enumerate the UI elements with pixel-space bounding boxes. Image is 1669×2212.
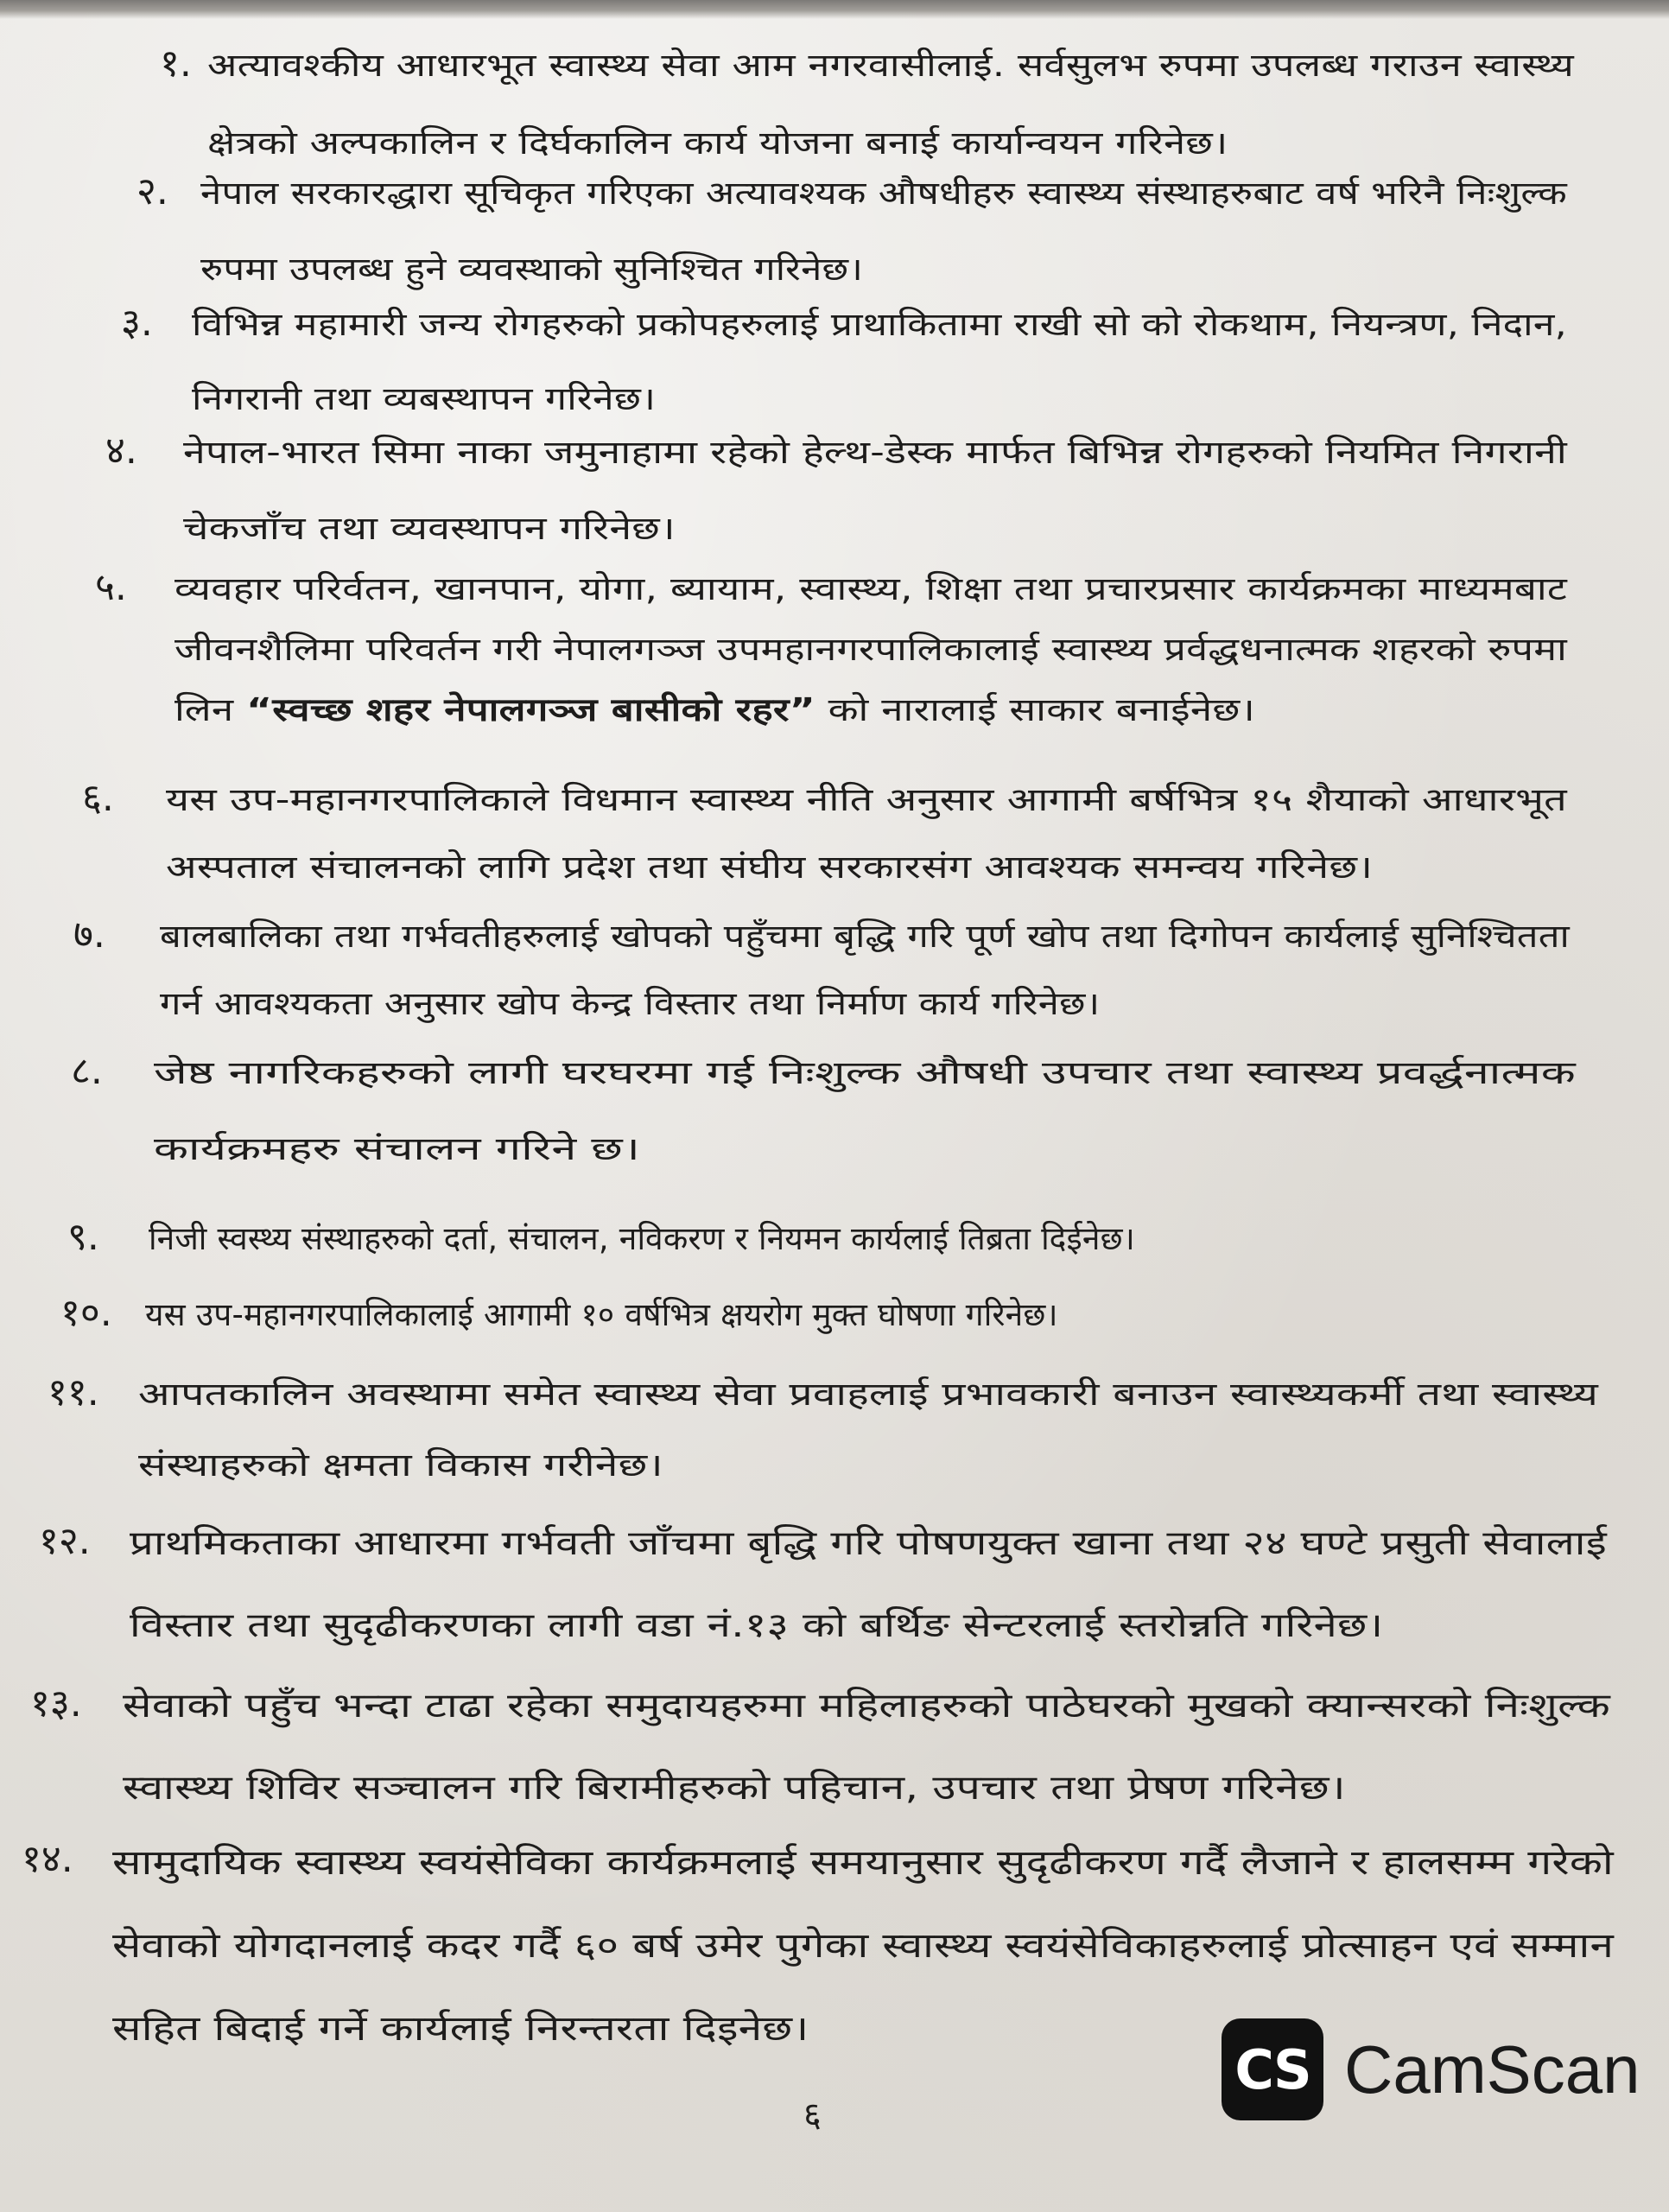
item-text-line bbox=[160, 912, 1570, 957]
text-segment: व्यवहार परिर्वतन, खानपान, योगा, ब्यायाम, स्वास्थ्य, शिक्षा तथा प्रचारप्रसार कार्यक्रमका माध्यमबाट bbox=[175, 570, 1568, 607]
text-segment: चेकजाँच तथा व्यवस्थापन गरिनेछ। bbox=[183, 510, 676, 547]
item-text-line bbox=[138, 1441, 663, 1485]
item-text-line bbox=[112, 2003, 809, 2050]
item-text-line bbox=[160, 980, 1100, 1024]
text-segment: सेवाको योगदानलाई कदर गर्दै ६० बर्ष उमेर पुगेका स्वास्थ्य स्वयंसेविकाहरुलाई प्रोत्साहन एवं सम्मान bbox=[112, 1926, 1615, 1966]
item-text-line bbox=[166, 776, 1567, 820]
item-text-line bbox=[112, 1837, 1614, 1885]
item-text-line bbox=[145, 1291, 1058, 1335]
item-number: ११. bbox=[48, 1370, 99, 1414]
item-text-line bbox=[183, 429, 1567, 473]
item-number: १. bbox=[160, 41, 192, 86]
item-text-line bbox=[192, 301, 1567, 345]
text-segment: सहित बिदाई गर्ने कार्यलाई निरन्तरता दिइनेछ। bbox=[112, 2009, 809, 2049]
scan-top-edge bbox=[0, 0, 1669, 19]
text-segment: अस्पताल संचालनको लागि प्रदेश तथा संघीय सरकारसंग आवश्यक समन्वय गरिनेछ। bbox=[166, 849, 1374, 886]
page-number: ६ bbox=[803, 2095, 822, 2135]
item-number: ८. bbox=[71, 1049, 103, 1093]
text-segment: विस्तार तथा सुदृढीकरणका लागी वडा नं.१३ को बर्थिङ सेन्टरलाई स्तरोन्नति गरिनेछ। bbox=[130, 1606, 1384, 1645]
text-segment: क्षेत्रको अल्पकालिन र दिर्घकालिन कार्य योजना बनाई कार्यान्वयन गरिनेछ। bbox=[207, 124, 1228, 162]
item-number: ७. bbox=[73, 912, 105, 957]
item-text-line bbox=[130, 1519, 1607, 1565]
item-text-line bbox=[207, 119, 1228, 163]
text-segment: विभिन्न महामारी जन्य रोगहरुको प्रकोपहरुलाई प्राथाकितामा राखी सो को रोकथाम, नियन्त्रण, निदान, bbox=[192, 306, 1567, 343]
text-segment: बालबालिका तथा गर्भवतीहरुलाई खोपको पहुँचमा बृद्धि गरि पूर्ण खोप तथा दिगोपन कार्यलाई सुनिश्चितता bbox=[160, 918, 1570, 955]
text-segment: संस्थाहरुको क्षमता विकास गरीनेछ। bbox=[138, 1446, 663, 1484]
item-number: ४. bbox=[105, 429, 137, 473]
item-number: १२. bbox=[39, 1519, 91, 1563]
text-segment: रुपमा उपलब्ध हुने व्यवस्थाको सुनिश्चित गरिनेछ। bbox=[200, 251, 864, 288]
text-segment: सामुदायिक स्वास्थ्य स्वयंसेविका कार्यक्रमलाई समयानुसार सुदृढीकरण गर्दै लैजाने र हालसम्म गरेको bbox=[112, 1843, 1615, 1883]
text-segment: गर्न आवश्यकता अनुसार खोप केन्द्र विस्तार तथा निर्माण कार्य गरिनेछ। bbox=[160, 985, 1101, 1022]
item-text-line bbox=[154, 1049, 1576, 1093]
item-number: १०. bbox=[60, 1291, 112, 1335]
item-text-line bbox=[175, 565, 1567, 609]
item-text-line bbox=[123, 1764, 1346, 1809]
text-segment: निगरानी तथा व्यबस्थापन गरिनेछ। bbox=[192, 380, 657, 417]
item-number: १३. bbox=[30, 1681, 82, 1726]
text-segment: नेपाल सरकारद्धारा सूचिकृत गरिएका अत्यावश्यक औषधीहरु स्वास्थ्य संस्थाहरुबाट वर्ष भरिनै निःशुल्क bbox=[200, 175, 1568, 212]
item-text-line bbox=[183, 505, 676, 549]
camscanner-text: CamScan bbox=[1344, 2031, 1640, 2107]
item-number: ५. bbox=[95, 565, 127, 609]
item-number: १४. bbox=[22, 1837, 73, 1881]
item-text-line bbox=[138, 1370, 1598, 1414]
camscanner-watermark bbox=[1222, 2013, 1669, 2126]
text-segment: जीवनशैलिमा परिवर्तन गरी नेपालगञ्ज उपमहानगरपालिकालाई स्वास्थ्य प्रर्वद्धधनात्मक शहरको रुपमा bbox=[175, 631, 1568, 668]
item-text-line bbox=[200, 245, 863, 289]
item-number: ६. bbox=[82, 776, 114, 820]
text-segment: यस उप-महानगरपालिकालाई आगामी १० वर्षभित्र क्षयरोग मुक्त घोषणा गरिनेछ। bbox=[145, 1296, 1058, 1333]
text-segment: को नारालाई साकार बनाईनेछ। bbox=[815, 691, 1256, 728]
text-segment: लिन bbox=[175, 691, 247, 728]
text-segment: यस उप-महानगरपालिकाले विधमान स्वास्थ्य नीति अनुसार आगामी बर्षभित्र १५ शैयाको आधारभूत bbox=[166, 781, 1567, 818]
item-text-line bbox=[123, 1681, 1610, 1727]
text-segment: आपतकालिन अवस्थामा समेत स्वास्थ्य सेवा प्रवाहलाई प्रभावकारी बनाउन स्वास्थ्यकर्मी तथा स्वास्थ्य bbox=[138, 1376, 1598, 1413]
item-text-line bbox=[166, 843, 1373, 887]
item-text-line bbox=[130, 1601, 1383, 1647]
item-text-line bbox=[207, 41, 1574, 86]
slogan-text: “स्वच्छ शहर नेपालगञ्ज बासीको रहर” bbox=[246, 691, 815, 728]
item-text-line bbox=[175, 626, 1567, 670]
item-text-line bbox=[192, 375, 656, 419]
text-segment: जेष्ठ नागरिकहरुको लागी घरघरमा गई निःशुल्क औषधी उपचार तथा स्वास्थ्य प्रवर्द्धनात्मक bbox=[154, 1054, 1577, 1091]
item-number: ३. bbox=[121, 301, 153, 345]
item-text-line bbox=[175, 686, 1255, 730]
item-number: ९. bbox=[67, 1215, 99, 1259]
camscanner-logo-icon: CS bbox=[1222, 2018, 1323, 2120]
item-text-line bbox=[112, 1920, 1614, 1967]
text-segment: निजी स्वस्थ्य संस्थाहरुको दर्ता, संचालन, नविकरण र नियमन कार्यलाई तिब्रता दिईनेछ। bbox=[149, 1220, 1135, 1257]
text-segment: स्वास्थ्य शिविर सञ्चालन गरि बिरामीहरुको पहिचान, उपचार तथा प्रेषण गरिनेछ। bbox=[123, 1769, 1346, 1808]
text-segment: अत्यावश्कीय आधारभूत स्वास्थ्य सेवा आम नगरवासीलाई. सर्वसुलभ रुपमा उपलब्ध गराउन स्वास्थ्य bbox=[207, 47, 1575, 84]
item-text-line bbox=[154, 1125, 640, 1169]
text-segment: कार्यक्रमहरु संचालन गरिने छ। bbox=[154, 1130, 641, 1167]
item-number: २. bbox=[136, 169, 168, 213]
item-text-line bbox=[200, 169, 1567, 213]
text-segment: नेपाल-भारत सिमा नाका जमुनाहामा रहेको हेल्थ-डेस्क मार्फत बिभिन्न रोगहरुको नियमित निगरानी bbox=[183, 434, 1568, 471]
text-segment: सेवाको पहुँच भन्दा टाढा रहेका समुदायहरुमा महिलाहरुको पाठेघरको मुखको क्यान्सरको निःशुल्क bbox=[123, 1687, 1611, 1726]
item-text-line bbox=[149, 1215, 1135, 1259]
text-segment: प्राथमिकताका आधारमा गर्भवती जाँचमा बृद्धि गरि पोषणयुक्त खाना तथा २४ घण्टे प्रसुती सेवालाई bbox=[130, 1524, 1607, 1563]
